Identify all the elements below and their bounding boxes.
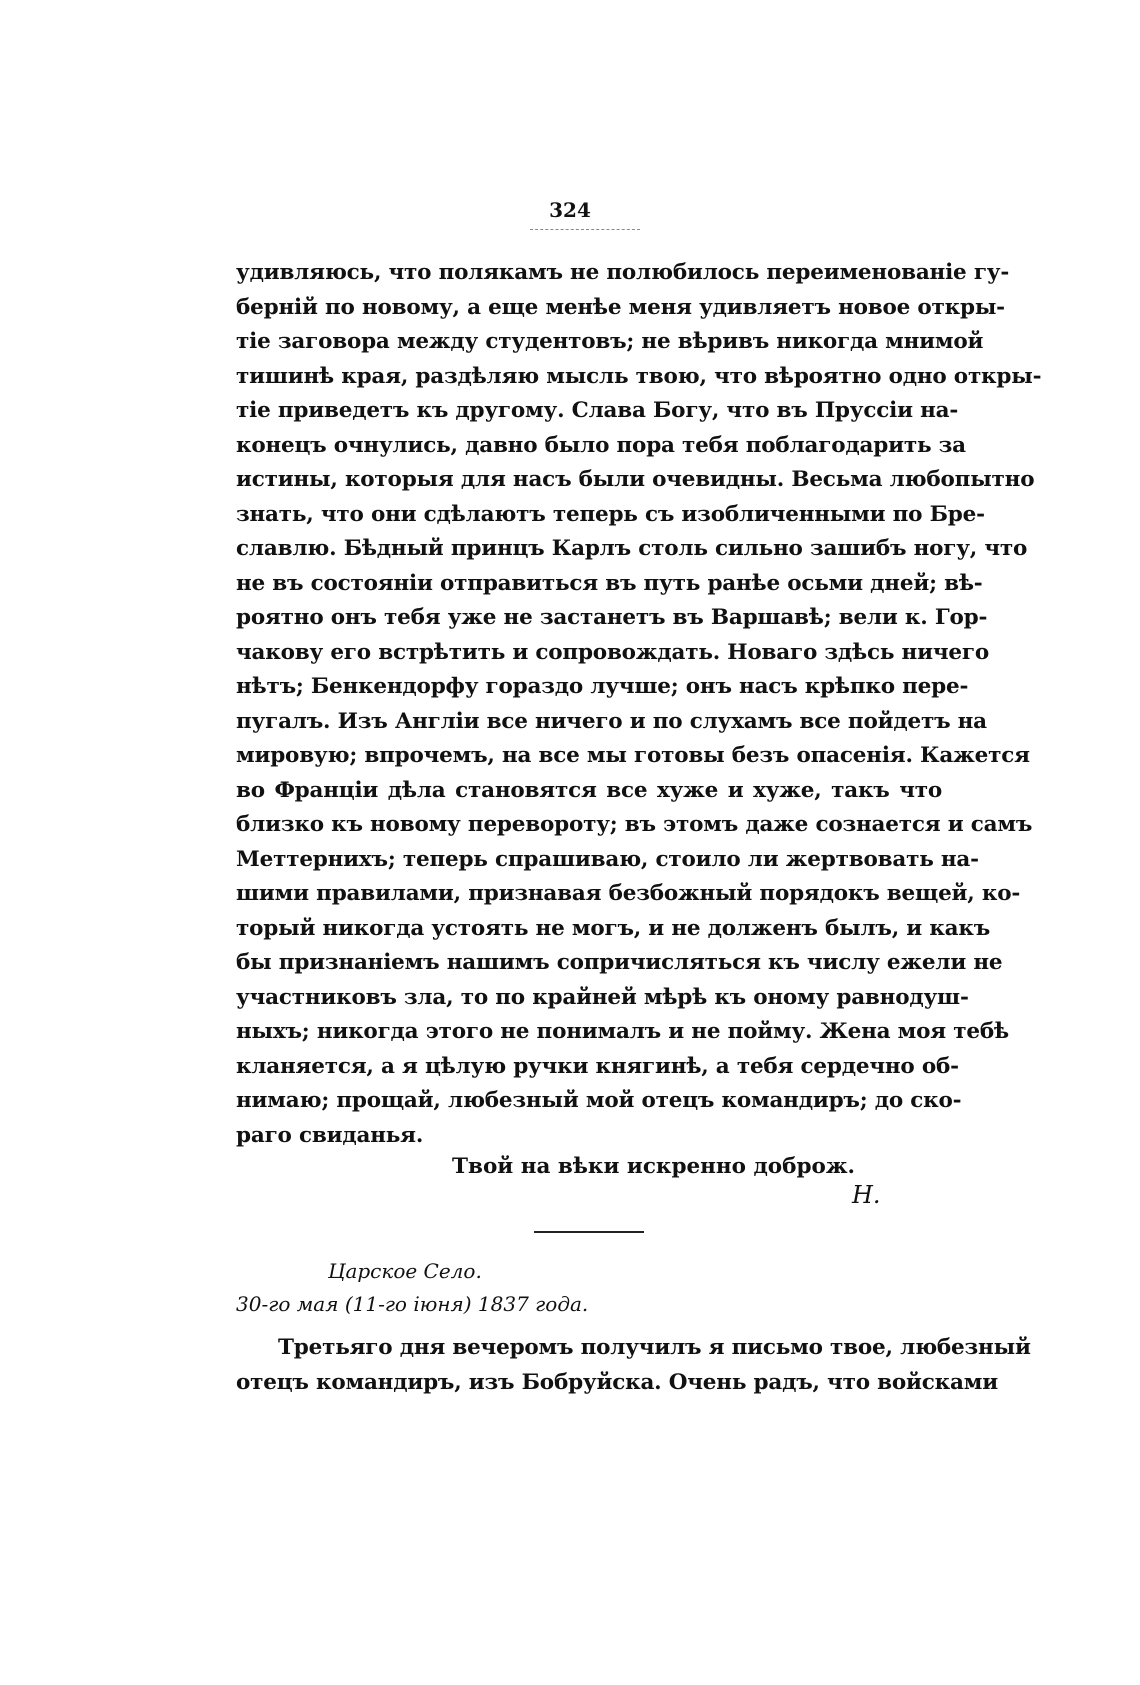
letter-body-2 <box>236 1331 1031 1400</box>
text-line: Меттернихъ; теперь спрашиваю, стоило ли жертвовать на- <box>236 846 979 872</box>
text-line: Третьяго дня вечеромъ получилъ я письмо твое, любезный <box>278 1335 1031 1360</box>
text-line: близко къ новому перевороту; въ этомъ даже сознается и самъ <box>236 812 1033 837</box>
text-line: нѣтъ; Бенкендорфу гораздо лучше; онъ насъ крѣпко пере- <box>236 674 969 699</box>
text-line: знать, что они сдѣлаютъ теперь съ изобличенными по Бре- <box>236 501 985 527</box>
letter-date: 30-го мая (11-го іюня) 1837 года. <box>236 1292 589 1316</box>
text-line: роятно онъ тебя уже не застанетъ въ Варшавѣ; вели к. Гор- <box>236 605 988 630</box>
page-number-rule <box>530 229 640 230</box>
text-line: участниковъ зла, то по крайней мѣрѣ къ оному равнодуш- <box>236 984 969 1010</box>
letter-body <box>236 256 1042 1153</box>
text-line: берній по новому, а еще менѣе меня удивляетъ новое откры- <box>236 294 1005 320</box>
letter-place: Царское Село. <box>328 1259 482 1283</box>
letter-closing: Твой на вѣки искренно доброж. <box>452 1154 856 1179</box>
letter-signature: Н. <box>852 1181 881 1209</box>
text-line: бы признаніемъ нашимъ сопричисляться къ числу ежели не <box>236 950 1003 975</box>
text-line: отецъ командиръ, изъ Бобруйска. Очень радъ, что войсками <box>236 1369 998 1395</box>
text-line: чакову его встрѣтить и сопровождать. Новаго здѣсь ничего <box>236 639 989 665</box>
text-line: не въ состояніи отправиться въ путь ранѣе осьми дней; вѣ- <box>236 570 983 596</box>
text-line: пугалъ. Изъ Англіи все ничего и по слухамъ все пойдетъ на <box>236 708 987 734</box>
page-number: 324 <box>549 198 591 222</box>
text-line: тишинѣ края, раздѣляю мысль твою, что вѣроятно одно откры- <box>236 363 1042 389</box>
text-line: ныхъ; никогда этого не понималъ и не пойму. Жена моя тебѣ <box>236 1019 1009 1044</box>
section-divider <box>534 1231 644 1233</box>
text-line: конецъ очнулись, давно было пора тебя поблагодарить за <box>236 432 966 458</box>
text-line: раго свиданья. <box>236 1122 424 1148</box>
text-line: славлю. Бѣдный принцъ Карлъ столь сильно зашибъ ногу, что <box>236 536 1028 561</box>
text-line: торый никогда устоять не могъ, и не долженъ былъ, и какъ <box>236 915 990 941</box>
text-line: шими правилами, признавая безбожный порядокъ вещей, ко- <box>236 881 1021 906</box>
text-line: тіе приведетъ къ другому. Слава Богу, что въ Пруссіи на- <box>236 398 959 423</box>
text-line: удивляюсь, что полякамъ не полюбилось переименованіе гу- <box>236 260 1010 285</box>
text-line: тіе заговора между студентовъ; не вѣривъ никогда мнимой <box>236 329 984 354</box>
text-line: мировую; впрочемъ, на все мы готовы безъ опасенія. Кажется <box>236 743 1030 768</box>
text-line: во Франціи дѣла становятся все хуже и хуже, такъ что <box>236 777 942 803</box>
text-line: кланяется, а я цѣлую ручки княгинѣ, а тебя сердечно об- <box>236 1053 959 1079</box>
text-line: нимаю; прощай, любезный мой отецъ командиръ; до ско- <box>236 1088 962 1113</box>
text-line: истины, которыя для насъ были очевидны. Весьма любопытно <box>236 467 1035 492</box>
